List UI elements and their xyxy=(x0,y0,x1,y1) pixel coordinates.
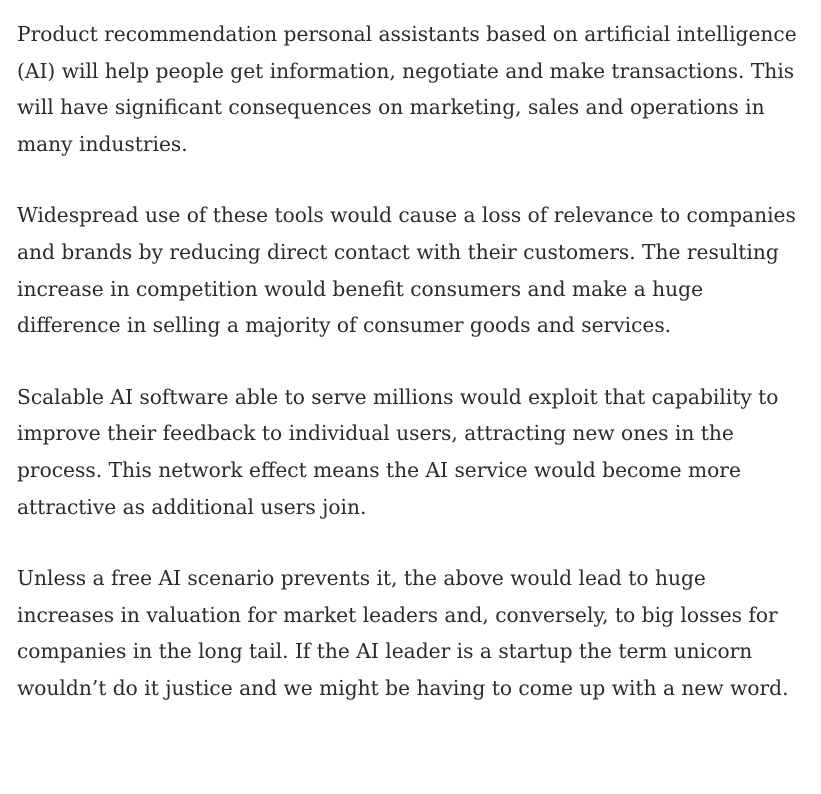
paragraph-1: Product recommendation personal assistants based on artificial intelligence (AI) will help people get information, negotiate and make transactions. This will have significant consequences on marketing, sales and operations in many industries. xyxy=(17,22,797,156)
paragraph-2: Widespread use of these tools would cause a loss of relevance to companies and brands by reducing direct contact with their customers. The resulting increase in competition would benefit consumers and make a huge difference in selling a majority of consumer goods and services. xyxy=(17,203,796,338)
paragraph-3: Scalable AI software able to serve millions would exploit that capability to improve their feedback to individual users, attracting new ones in the process. This network effect means the AI service would become more attractive as additional users join. xyxy=(17,384,779,519)
paragraph-4: Unless a free AI scenario prevents it, the above would lead to huge increases in valuation for market leaders and, conversely, to big losses for companies in the long tail. If the AI leader is a startup the term unicorn wouldn’t do it justice and we might be having to come up with a new word. xyxy=(17,566,789,700)
